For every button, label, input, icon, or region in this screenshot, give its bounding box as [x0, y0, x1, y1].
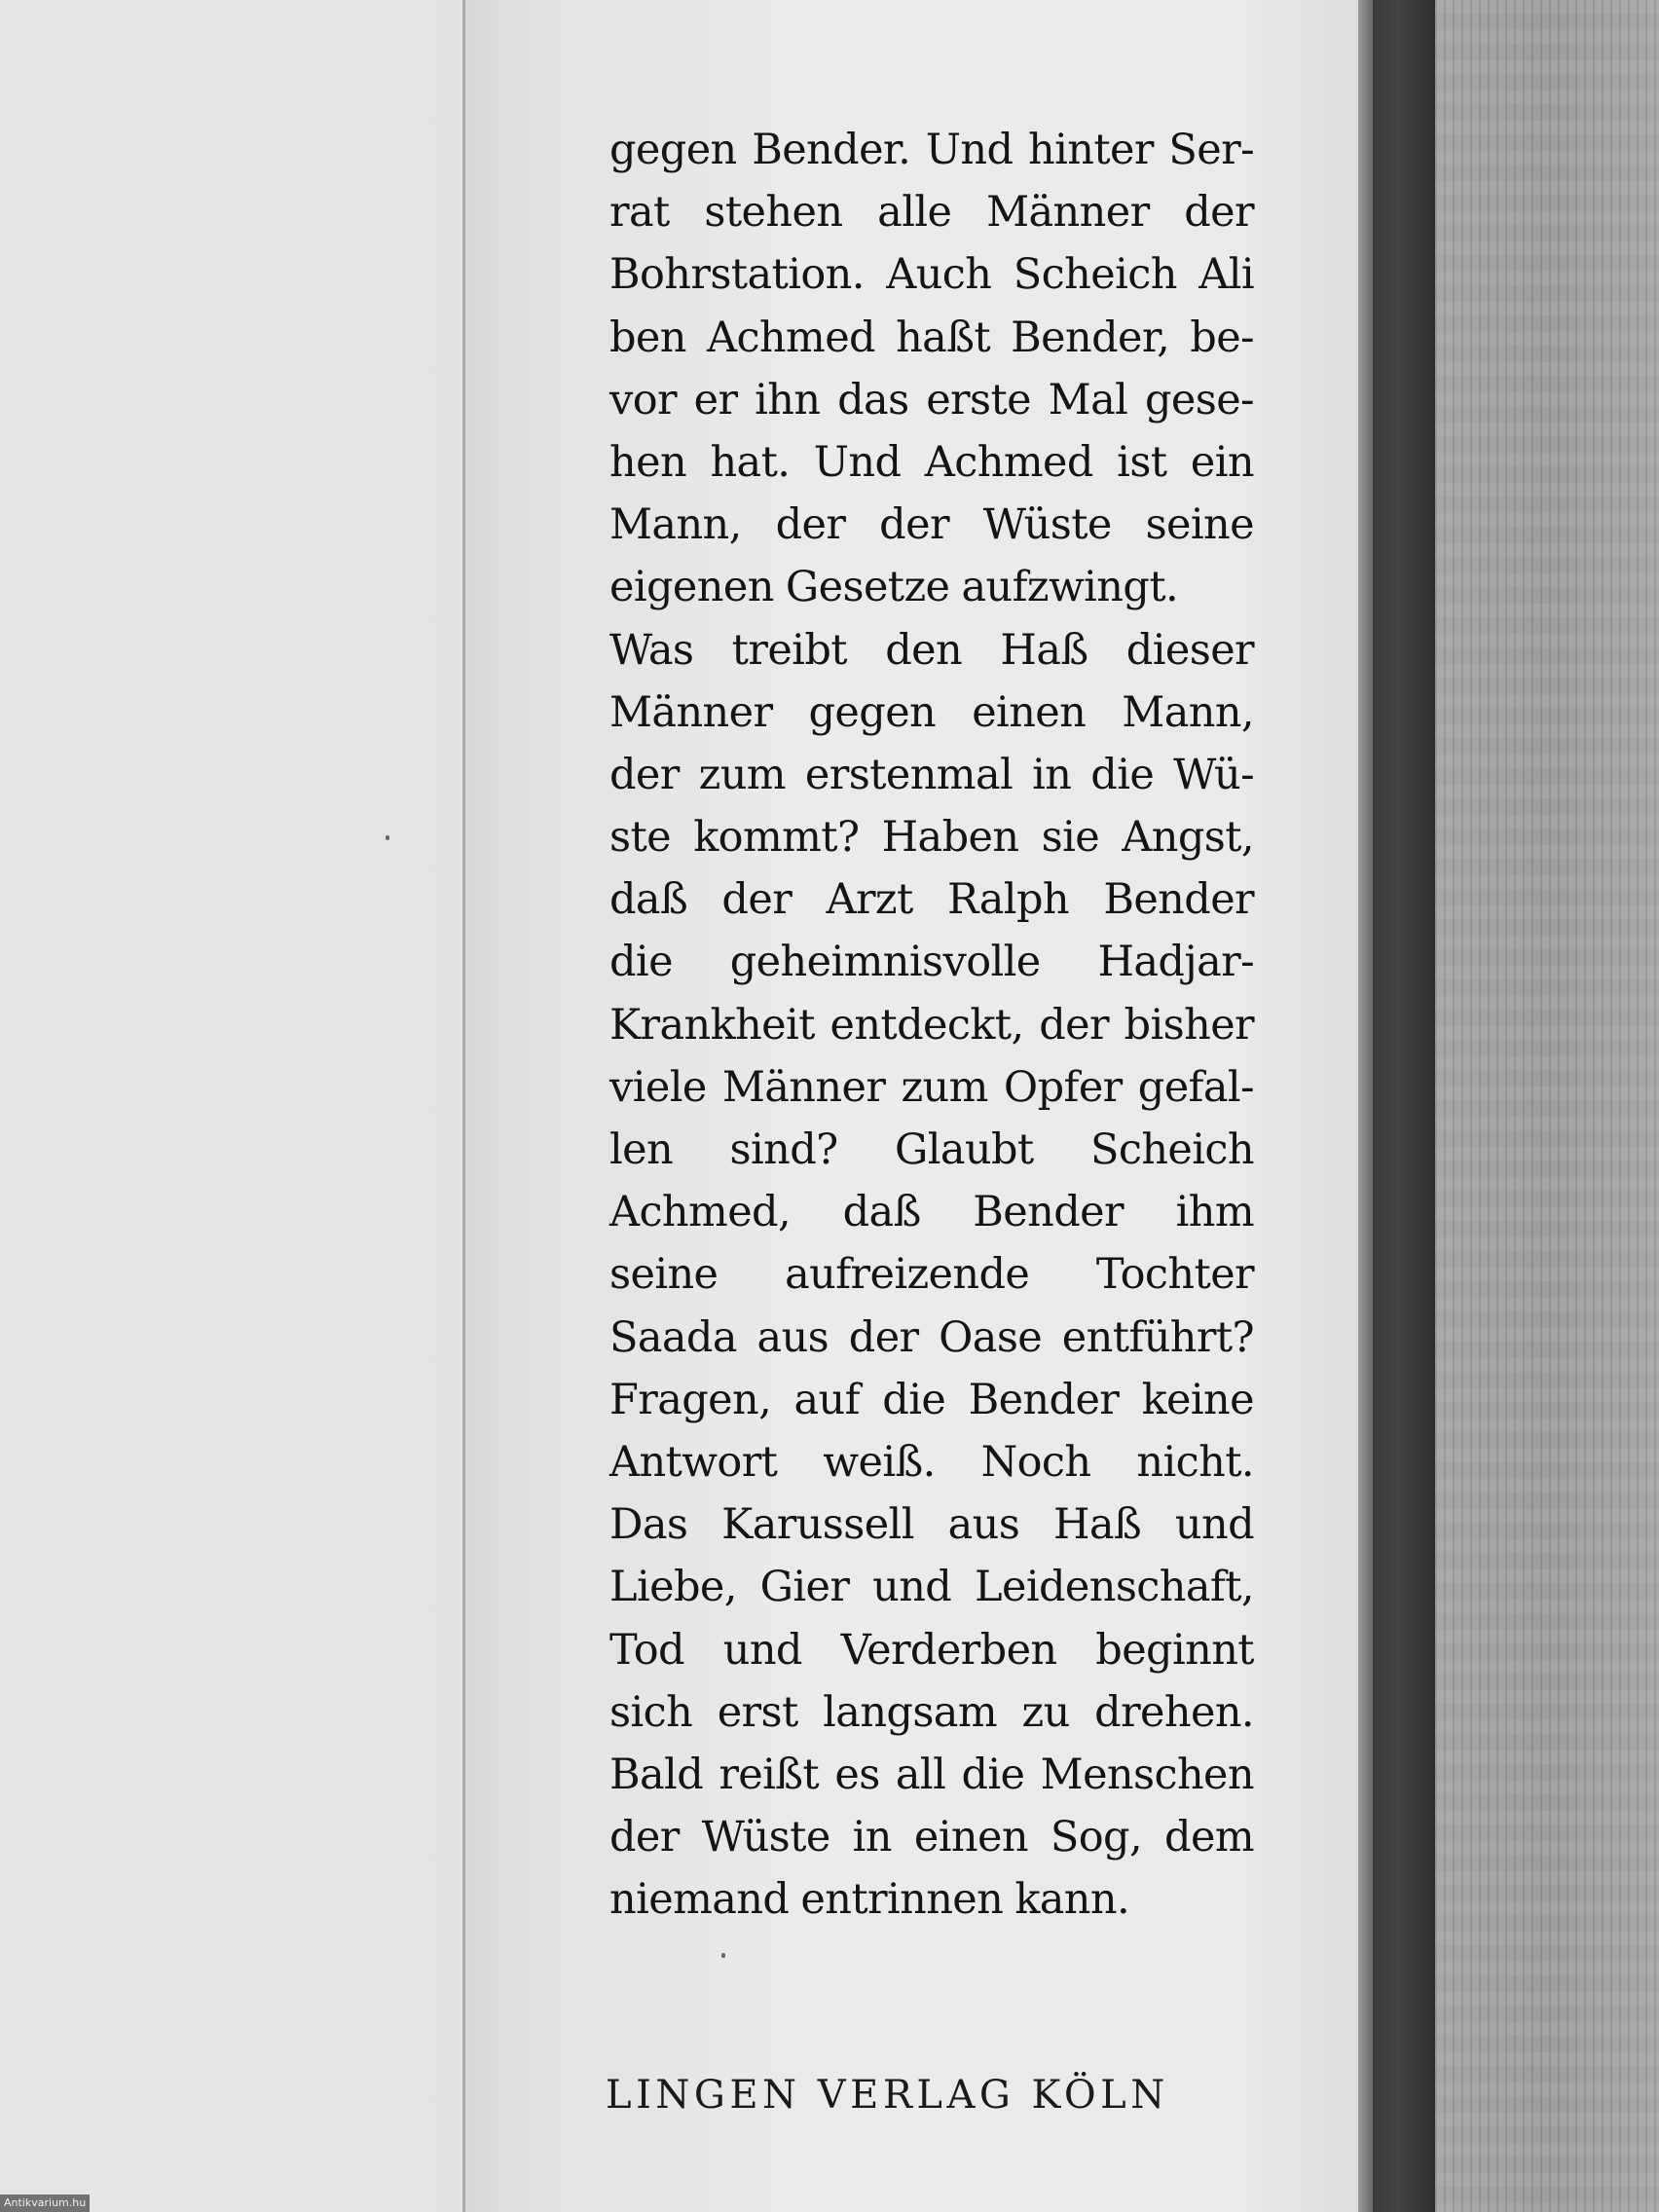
paper-speck: [721, 1953, 725, 1958]
blurb-line: Männer gegen einen Mann,: [609, 687, 1254, 737]
blurb-line: Achmed, daß Bender ihm: [609, 1188, 1254, 1237]
blurb-line: daß der Arzt Ralph Bender: [609, 875, 1254, 925]
blurb-line: viele Männer zum Opfer gefal-: [609, 1062, 1254, 1112]
blurb-line: ste kommt? Haben sie Angst,: [609, 813, 1254, 863]
blurb-line: Was treibt den Haß dieser: [609, 625, 1254, 675]
cover-board-edge: [1373, 0, 1435, 2212]
blurb-line: rat stehen alle Männer der: [609, 188, 1254, 238]
blurb-line: der Wüste in einen Sog, dem: [609, 1813, 1254, 1862]
blurb-line: ben Achmed haßt Bender, be-: [609, 313, 1254, 362]
blurb-line: die geheimnisvolle Hadjar-: [609, 938, 1254, 987]
blurb-line: hen hat. Und Achmed ist ein: [609, 437, 1254, 487]
watermark: Antikvarium.hu: [0, 2194, 90, 2212]
publisher-imprint: LINGEN VERLAG KÖLN: [606, 2073, 1169, 2118]
blurb-line: Saada aus der Oase entführt?: [609, 1312, 1254, 1362]
blurb-line: niemand entrinnen kann.: [609, 1875, 1130, 1925]
paper-speck: [386, 835, 389, 840]
blurb-line: Tod und Verderben beginnt: [609, 1625, 1254, 1675]
wooden-surface: [1435, 0, 1659, 2212]
blurb-line: Krankheit entdeckt, der bisher: [609, 1000, 1254, 1050]
blurb-line: gegen Bender. Und hinter Ser-: [609, 126, 1254, 174]
blurb-line: Bohrstation. Auch Scheich Ali: [609, 250, 1254, 300]
blurb-line: Mann, der der Wüste seine: [609, 500, 1254, 550]
blurb-line: Antwort weiß. Noch nicht.: [609, 1437, 1254, 1487]
blurb-line: seine aufreizende Tochter: [609, 1250, 1254, 1300]
left-endpaper: [0, 0, 465, 2212]
page-edge: [1358, 0, 1373, 2212]
flap-blurb-text: [609, 119, 1254, 1931]
blurb-line: eigenen Gesetze aufzwingt.: [609, 563, 1179, 612]
blurb-line: Bald reißt es all die Menschen: [609, 1750, 1254, 1799]
blurb-line: Liebe, Gier und Leidenschaft,: [609, 1563, 1254, 1612]
blurb-line: der zum erstenmal in die Wü-: [609, 750, 1254, 799]
blurb-line: Fragen, auf die Bender keine: [609, 1375, 1254, 1424]
blurb-line: sich erst langsam zu drehen.: [609, 1687, 1254, 1737]
blurb-line: vor er ihn das erste Mal gese-: [609, 375, 1254, 424]
blurb-line: Das Karussell aus Haß und: [609, 1500, 1254, 1550]
blurb-line: len sind? Glaubt Scheich: [609, 1125, 1254, 1174]
